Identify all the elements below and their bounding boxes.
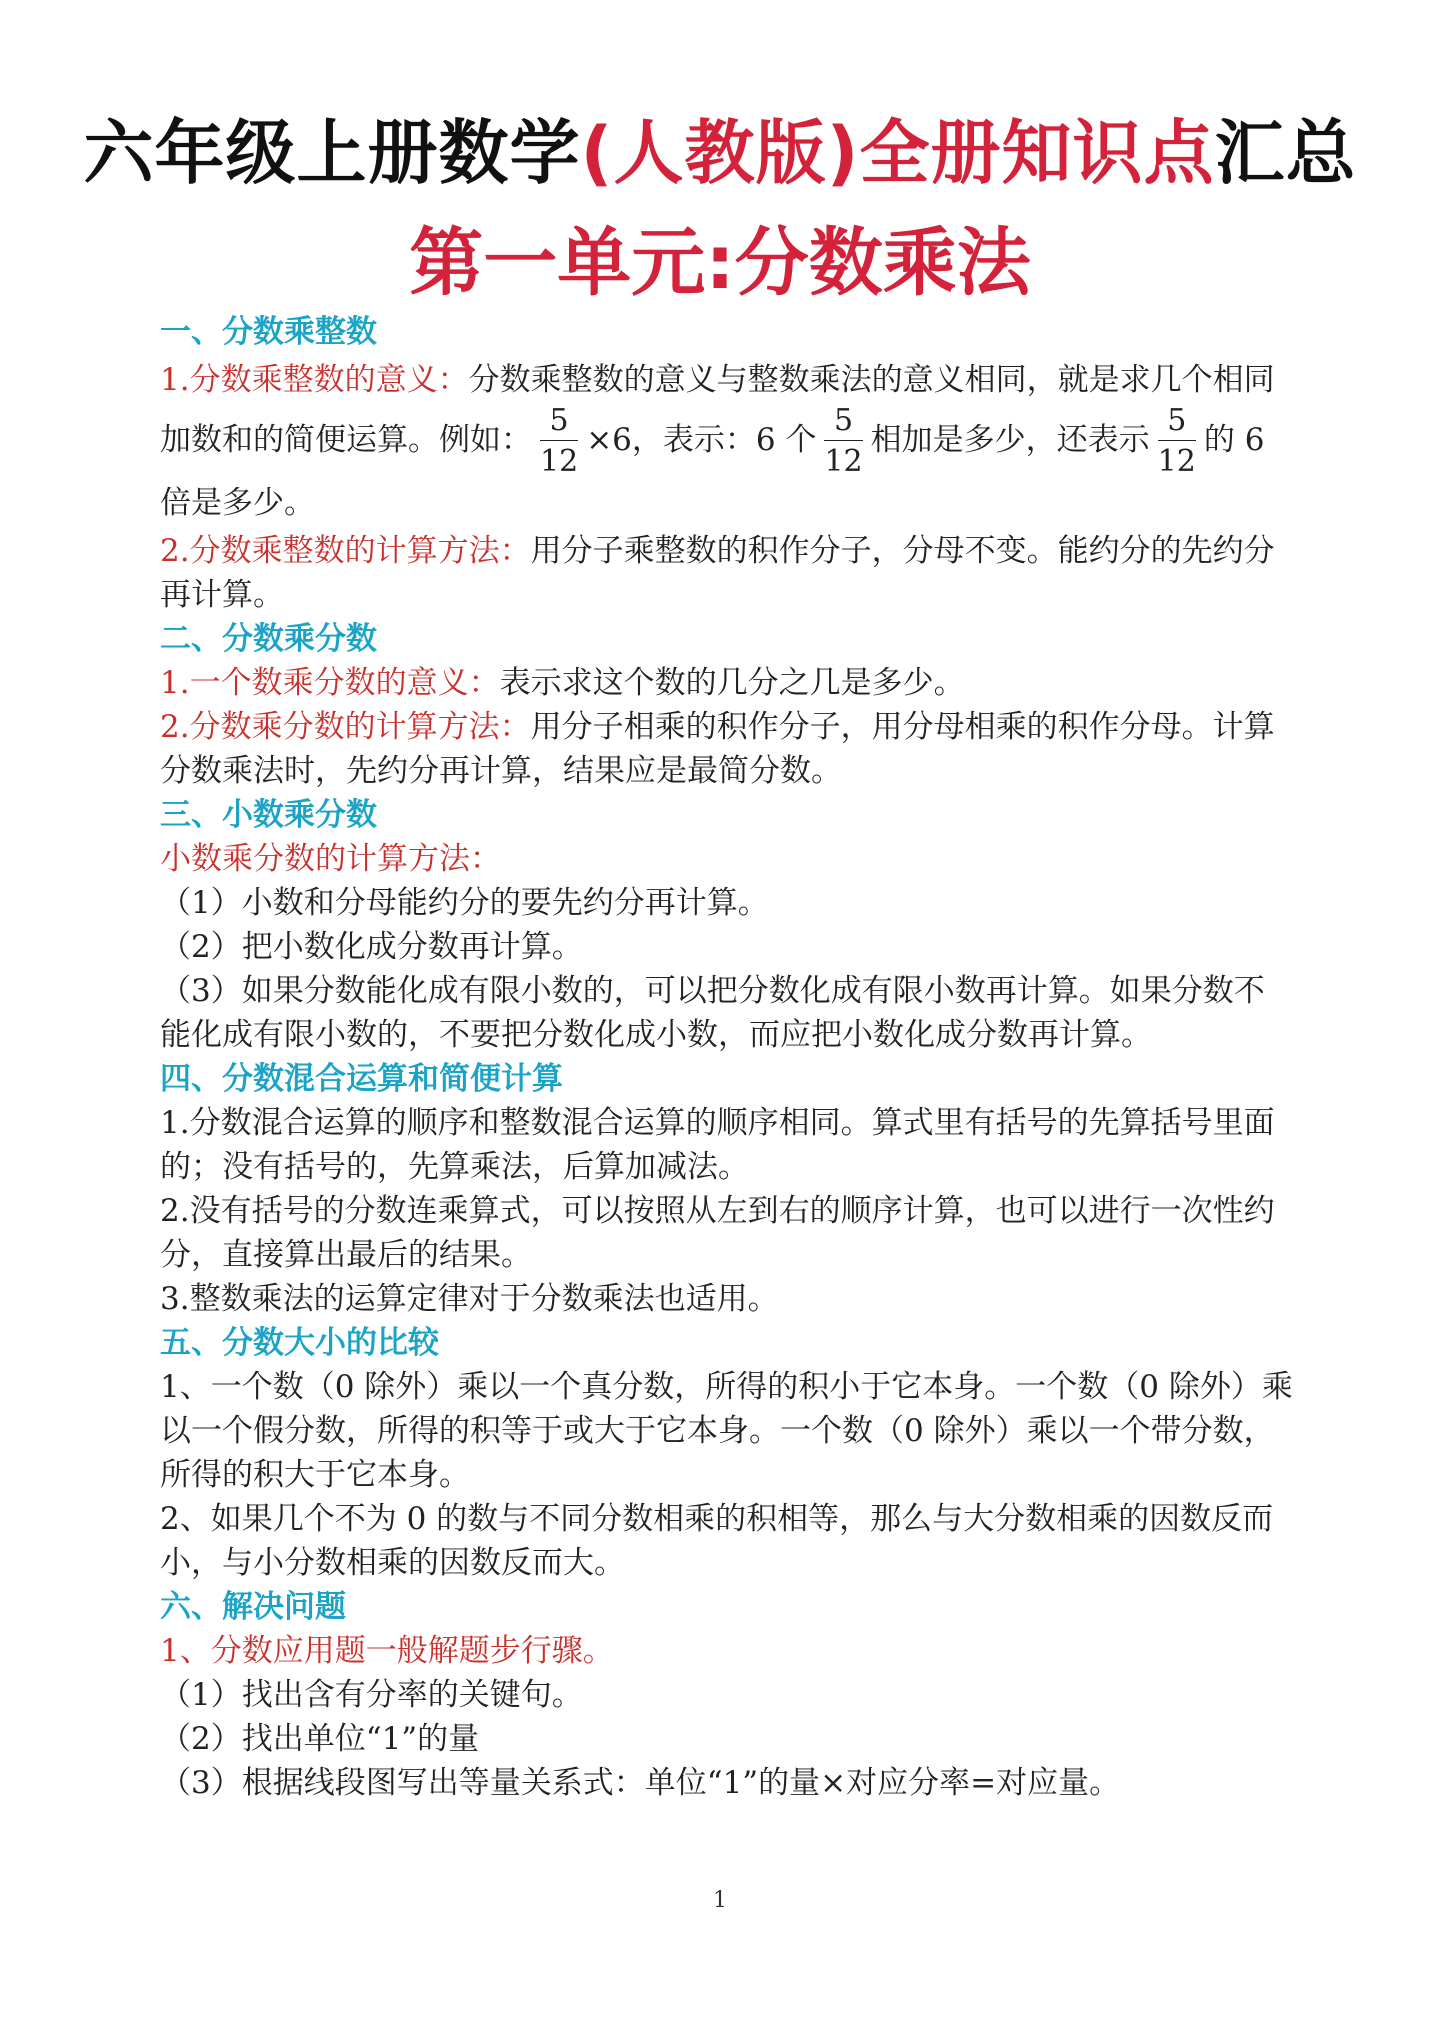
fraction-numerator: 5 [824, 406, 862, 441]
list-item: （3）根据线段图写出等量关系式：单位“1”的量×对应分率=对应量。 [160, 1765, 1121, 1801]
page-title [0, 108, 1440, 198]
section-heading: 六、解决问题 [160, 1589, 346, 1625]
title-part3: 汇总 [1214, 112, 1357, 194]
title-part1: 六年级上册数学 [83, 112, 581, 194]
title-part2: (人教版)全册知识点 [580, 112, 1215, 194]
unit-title: 第一单元:分数乘法 [409, 220, 1031, 306]
fraction [1157, 403, 1196, 479]
list-item: 1、一个数（0 除外）乘以一个真分数，所得的积小于它本身。一个数（0 除外）乘以一个假分数，所得的积等于或大于它本身。一个数（0 除外）乘以一个带分数，所得的积大于它本身。 [160, 1369, 1293, 1493]
fraction-denominator: 12 [540, 444, 579, 479]
paragraph-label: 2.分数乘整数的计算方法： [160, 533, 531, 569]
fraction-numerator: 5 [1158, 406, 1196, 441]
list-item: 3.整数乘法的运算定律对于分数乘法也适用。 [160, 1281, 779, 1317]
list-item: （1）找出含有分率的关键句。 [160, 1677, 583, 1713]
paragraph-text: 表示求这个数的几分之几是多少。 [499, 665, 965, 701]
paragraph-label: 1、分数应用题一般解题步行骤。 [160, 1633, 614, 1669]
section-heading: 二、分数乘分数 [160, 621, 377, 657]
list-item: （1）小数和分母能约分的要先约分再计算。 [160, 885, 769, 921]
content-body [160, 310, 1295, 1805]
list-item: 1.分数混合运算的顺序和整数混合运算的顺序相同。算式里有括号的先算括号里面的；没有括号的，先算乘法，后算加减法。 [160, 1105, 1275, 1185]
paragraph-label: 1.分数乘整数的意义： [160, 362, 469, 398]
list-item: （3）如果分数能化成有限小数的，可以把分数化成有限小数再计算。如果分数不能化成有限小数的，不要把分数化成小数，而应把小数化成分数再计算。 [160, 973, 1265, 1053]
list-item: 2.没有括号的分数连乘算式，可以按照从左到右的顺序计算，也可以进行一次性约分，直接算出最后的结果。 [160, 1193, 1275, 1273]
paragraph [160, 661, 1295, 705]
paragraph [160, 705, 1295, 793]
fraction-numerator: 5 [540, 406, 578, 441]
fraction-denominator: 12 [824, 444, 863, 479]
paragraph-label: 1.一个数乘分数的意义： [160, 665, 500, 701]
list-item: （2）把小数化成分数再计算。 [160, 929, 583, 965]
section-heading: 三、小数乘分数 [160, 797, 377, 833]
page-number: 1 [713, 1888, 727, 1913]
paragraph-text: 相加是多少，还表示 [870, 422, 1150, 458]
paragraph-text: ×6，表示：6 个 [586, 422, 817, 458]
fraction [540, 403, 579, 479]
section-heading: 四、分数混合运算和简便计算 [160, 1061, 563, 1097]
paragraph-text: 的 6 倍是多少。 [160, 422, 1265, 521]
section-heading: 五、分数大小的比较 [160, 1325, 439, 1361]
paragraph-text: 用分子乘整数的积作分子，分母不变。能约分的先约分再计算。 [160, 533, 1275, 613]
list-item: （2）找出单位“1”的量 [160, 1721, 480, 1757]
list-item: 2、如果几个不为 0 的数与不同分数相乘的积相等，那么与大分数相乘的因数反而小，与小分数相乘的因数反而大。 [160, 1501, 1274, 1581]
paragraph [160, 529, 1295, 617]
paragraph-label: 2.分数乘分数的计算方法： [160, 709, 531, 745]
paragraph-text: 用分子相乘的积作分子，用分母相乘的积作分母。计算分数乘法时，先约分再计算，结果应是最简分数。 [160, 709, 1275, 789]
fraction-denominator: 12 [1157, 444, 1196, 479]
paragraph-label: 小数乘分数的计算方法： [160, 841, 501, 877]
paragraph [160, 354, 1295, 529]
paragraph-text: 分数乘整数的意义与整数乘法的意义相同，就是求几个相同加数和的简便运算。例如： [160, 362, 1275, 458]
section-heading: 一、分数乘整数 [160, 314, 377, 350]
fraction [824, 403, 863, 479]
